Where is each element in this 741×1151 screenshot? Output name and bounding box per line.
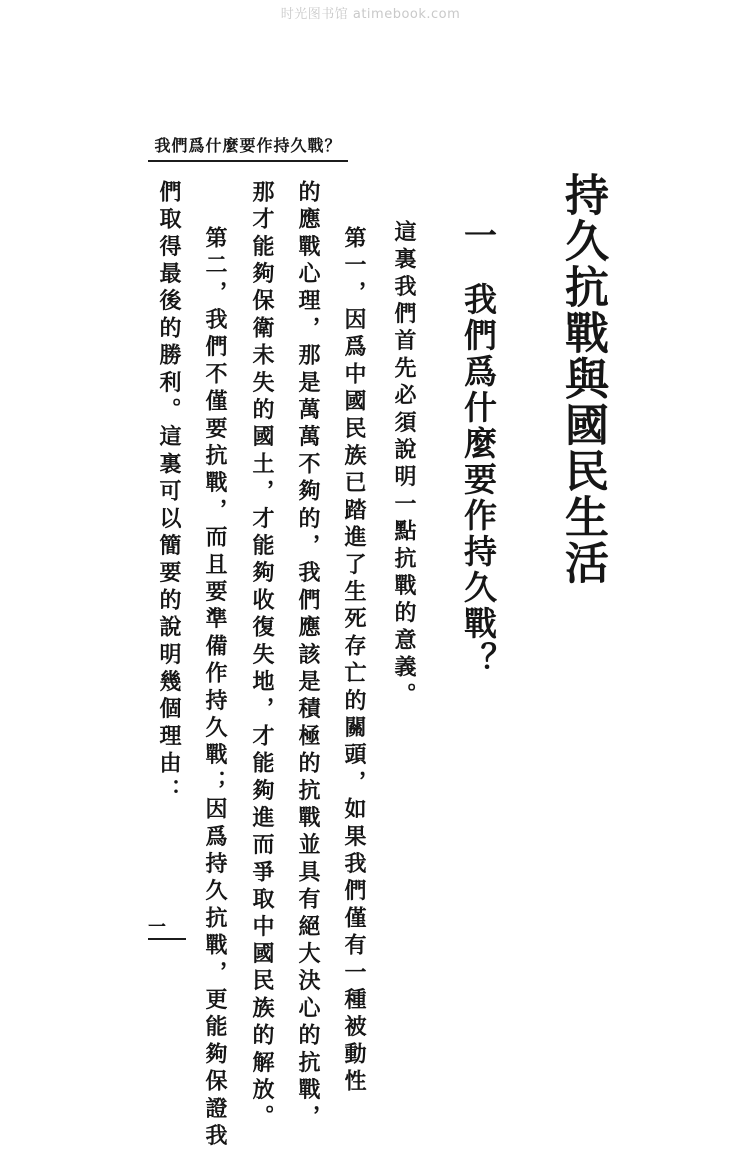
header-rule	[148, 160, 348, 162]
paragraph-line: 那才能夠保衛未失的國土，才能夠收復失地，才能夠進而爭取中國民族的解放。	[249, 180, 275, 1132]
paragraph-line: 第一，因爲中國民族已踏進了生死存亡的關頭，如果我們僅有一種被動性	[341, 226, 367, 1097]
chapter-heading	[455, 218, 502, 678]
paragraph-line: 第二，我們不僅要抗戰，而且要準備作持久戰；因爲持久抗戰，更能夠保證我	[202, 226, 228, 1151]
page-title: 持久抗戰與國民生活	[557, 172, 608, 586]
page-number: 一	[148, 917, 167, 938]
running-head: 我們爲什麼要作持久戰？	[154, 136, 342, 155]
paragraph-line: 的應戰心理，那是萬萬不夠的，我們應該是積極的抗戰並具有絕大決心的抗戰，	[295, 180, 321, 1132]
paragraph-line: 這裏我們首先必須說明一點抗戰的意義。	[391, 220, 417, 710]
watermark: 时光图书馆 atimebook.com	[280, 7, 461, 22]
paragraph-line: 們取得最後的勝利。這裏可以簡要的說明幾個理由：	[156, 180, 182, 806]
footer-rule	[148, 938, 186, 940]
chapter-number: 一	[459, 218, 498, 254]
chapter-title: 我們爲什麼要作持久戰？	[459, 282, 498, 678]
